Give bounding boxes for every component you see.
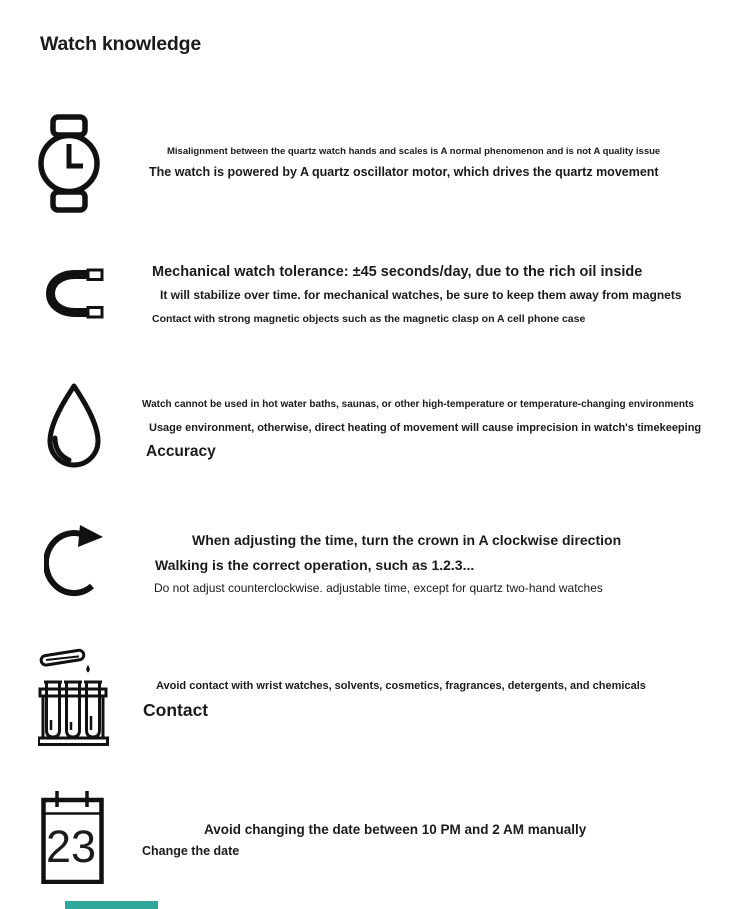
accuracy-note-small: Watch cannot be used in hot water baths, saunas, or other high-temperature or temperature-changing environments bbox=[142, 399, 694, 410]
water-drop-icon bbox=[42, 382, 106, 471]
adjust-note-secondary: Walking is the correct operation, such as 1.2.3... bbox=[155, 557, 475, 573]
contact-heading: Contact bbox=[143, 700, 209, 720]
cutoff-accent-bar bbox=[65, 901, 158, 909]
page-title: Watch knowledge bbox=[40, 33, 201, 55]
magnet-note-secondary: It will stabilize over time. for mechanical watches, be sure to keep them away from magnets bbox=[160, 288, 682, 302]
quartz-note-main: The watch is powered by A quartz oscillator motor, which drives the quartz movement bbox=[149, 165, 659, 179]
wristwatch-icon bbox=[36, 114, 102, 213]
date-heading: Change the date bbox=[142, 844, 240, 858]
quartz-note-small: Misalignment between the quartz watch hands and scales is A normal phenomenon and is not A quality issue bbox=[167, 146, 661, 157]
date-note-main: Avoid changing the date between 10 PM and 2 AM manually bbox=[204, 822, 587, 837]
test-tubes-icon bbox=[38, 642, 112, 746]
magnet-icon bbox=[43, 266, 106, 321]
accuracy-note-secondary: Usage environment, otherwise, direct heating of movement will cause imprecision in watch's timekeeping bbox=[149, 422, 702, 434]
accuracy-heading: Accuracy bbox=[146, 443, 216, 460]
calendar-day-number: 23 bbox=[45, 821, 97, 872]
clockwise-arrow-icon bbox=[44, 524, 106, 602]
adjust-note-small: Do not adjust counterclockwise. adjustable time, except for quartz two-hand watches bbox=[154, 581, 603, 595]
magnet-note-small: Contact with strong magnetic objects such as the magnetic clasp on A cell phone case bbox=[152, 313, 586, 325]
magnet-note-main: Mechanical watch tolerance: ±45 seconds/day, due to the rich oil inside bbox=[152, 264, 643, 280]
adjust-note-main: When adjusting the time, turn the crown in A clockwise direction bbox=[192, 532, 622, 548]
calendar-icon bbox=[41, 789, 104, 884]
contact-note-small: Avoid contact with wrist watches, solvents, cosmetics, fragrances, detergents, and chemicals bbox=[156, 680, 646, 692]
